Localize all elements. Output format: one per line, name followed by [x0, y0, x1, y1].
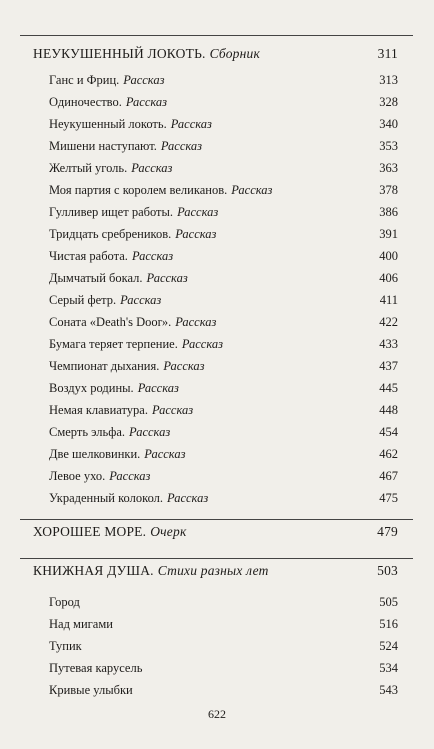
section-genre: Стихи разных лет	[157, 563, 269, 578]
toc-entry	[49, 488, 398, 508]
section-rule	[20, 35, 413, 36]
entry-title: Серый фетр.	[49, 293, 117, 307]
page-number: 411	[379, 293, 398, 307]
page-number: 422	[379, 315, 398, 329]
entry-genre: Рассказ	[144, 447, 186, 461]
section-heading	[33, 44, 398, 64]
leader	[176, 171, 375, 172]
page-number: 391	[379, 227, 398, 241]
leader	[117, 627, 375, 628]
entry-title: Немая клавиатура.	[49, 403, 148, 417]
entry-genre: Рассказ	[131, 161, 173, 175]
page-number: 328	[379, 95, 398, 109]
entry-genre: Рассказ	[163, 359, 205, 373]
leader	[168, 83, 375, 84]
entry-title: Мишени наступают.	[49, 139, 157, 153]
toc-entry	[49, 290, 398, 310]
leader	[146, 671, 375, 672]
leader	[171, 105, 375, 106]
page-number: 437	[379, 359, 398, 373]
entry-genre: Рассказ	[175, 227, 217, 241]
page-number: 378	[379, 183, 398, 197]
entry-title: Чистая работа.	[49, 249, 128, 263]
page-number: 524	[379, 639, 398, 653]
page-number: 543	[379, 683, 398, 697]
leader	[197, 413, 375, 414]
leader	[220, 237, 375, 238]
page-number: 479	[377, 524, 398, 539]
leader	[86, 649, 376, 650]
toc-entry	[49, 636, 398, 656]
toc-entry	[49, 114, 398, 134]
entry-genre: Рассказ	[160, 139, 203, 153]
page-number: 363	[379, 161, 398, 175]
section-heading	[33, 522, 398, 542]
entry-genre: Рассказ	[170, 117, 212, 131]
entry-genre: Рассказ	[109, 469, 151, 483]
entry-genre: Рассказ	[146, 271, 188, 285]
entry-title: Дымчатый бокал.	[49, 271, 143, 285]
section-genre: Сборник	[209, 46, 260, 61]
entry-title: Желтый уголь.	[49, 161, 128, 175]
leader	[227, 347, 375, 348]
entry-title: Тридцать сребреников.	[49, 227, 172, 241]
page-number: 505	[379, 595, 398, 609]
leader	[137, 693, 376, 694]
toc-entry	[49, 592, 398, 612]
toc-entry	[49, 268, 398, 288]
entry-genre: Рассказ	[131, 249, 174, 263]
toc-entry	[49, 466, 398, 486]
entry-title: Кривые улыбки	[49, 683, 133, 697]
leader	[165, 303, 375, 304]
toc-entry	[49, 444, 398, 464]
page-number: 462	[379, 447, 398, 461]
toc-entry	[49, 224, 398, 244]
toc-entry	[49, 356, 398, 376]
entry-genre: Рассказ	[125, 95, 168, 109]
leader	[273, 574, 374, 575]
toc-entry	[49, 400, 398, 420]
page-number: 400	[379, 249, 398, 263]
leader	[276, 193, 375, 194]
leader	[174, 435, 375, 436]
entry-genre: Рассказ	[231, 183, 273, 197]
toc-entry	[49, 70, 398, 90]
entry-title: Чемпионат дыхания.	[49, 359, 160, 373]
toc-entry	[49, 680, 398, 700]
leader	[216, 127, 375, 128]
entry-genre: Рассказ	[123, 73, 165, 87]
toc-entry	[49, 422, 398, 442]
toc-entry	[49, 136, 398, 156]
leader	[190, 535, 373, 536]
section-title: ХОРОШЕЕ МОРЕ.	[33, 524, 147, 539]
page-number: 503	[377, 563, 398, 578]
toc-entry	[49, 158, 398, 178]
section-title: КНИЖНАЯ ДУША.	[33, 563, 154, 578]
leader	[206, 149, 375, 150]
entry-title: Неукушенный локоть.	[49, 117, 167, 131]
page-number: 475	[379, 491, 398, 505]
toc-entry	[49, 334, 398, 354]
leader	[209, 369, 376, 370]
page-number: 454	[379, 425, 398, 439]
toc-entry	[49, 246, 398, 266]
section-rule	[20, 558, 413, 559]
page-number: 353	[379, 139, 398, 153]
entry-title: Моя партия с королем великанов.	[49, 183, 228, 197]
entry-title: Тупик	[49, 639, 82, 653]
entry-title: Над мигами	[49, 617, 113, 631]
entry-title: Одиночество.	[49, 95, 122, 109]
page-number: 406	[379, 271, 398, 285]
entry-title: Ганс и Фриц.	[49, 73, 120, 87]
page-number: 534	[379, 661, 398, 675]
section-rule	[20, 519, 413, 520]
entry-genre: Рассказ	[120, 293, 162, 307]
toc-entry	[49, 92, 398, 112]
entry-title: Гулливер ищет работы.	[49, 205, 174, 219]
entry-title: Соната «Death's Door».	[49, 315, 172, 329]
page-number: 311	[377, 46, 398, 61]
page-number: 467	[379, 469, 398, 483]
entry-title: Город	[49, 595, 80, 609]
page-number: 516	[379, 617, 398, 631]
page-number: 433	[379, 337, 398, 351]
toc-entry	[49, 202, 398, 222]
entry-genre: Рассказ	[175, 315, 217, 329]
entry-title: Две шелковинки.	[49, 447, 141, 461]
leader	[220, 325, 375, 326]
entry-title: Воздух родины.	[49, 381, 134, 395]
toc-entry	[49, 614, 398, 634]
page-number: 313	[379, 73, 398, 87]
leader	[212, 501, 375, 502]
entry-genre: Рассказ	[177, 205, 219, 219]
leader	[222, 215, 375, 216]
leader	[192, 281, 376, 282]
toc-entry	[49, 180, 398, 200]
entry-title: Смерть эльфа.	[49, 425, 126, 439]
section-genre: Очерк	[150, 524, 187, 539]
leader	[183, 391, 375, 392]
page-number: 448	[379, 403, 398, 417]
entry-genre: Рассказ	[181, 337, 223, 351]
leader	[154, 479, 375, 480]
entry-title: Левое ухо.	[49, 469, 106, 483]
entry-genre: Рассказ	[137, 381, 179, 395]
entry-title: Украденный колокол.	[49, 491, 164, 505]
toc-entry	[49, 378, 398, 398]
section-heading	[33, 561, 398, 581]
leader	[189, 457, 375, 458]
leader	[84, 605, 375, 606]
page-folio: 622	[208, 707, 226, 721]
entry-genre: Рассказ	[129, 425, 171, 439]
entry-title: Путевая карусель	[49, 661, 143, 675]
entry-genre: Рассказ	[151, 403, 194, 417]
leader	[264, 57, 374, 58]
entry-title: Бумага теряет терпение.	[49, 337, 178, 351]
leader	[177, 259, 375, 260]
page-number: 340	[379, 117, 398, 131]
section-title: НЕУКУШЕННЫЙ ЛОКОТЬ.	[33, 46, 206, 61]
page-number: 445	[379, 381, 398, 395]
page-number: 386	[379, 205, 398, 219]
toc-entry	[49, 312, 398, 332]
toc-entry	[49, 658, 398, 678]
entry-genre: Рассказ	[167, 491, 209, 505]
